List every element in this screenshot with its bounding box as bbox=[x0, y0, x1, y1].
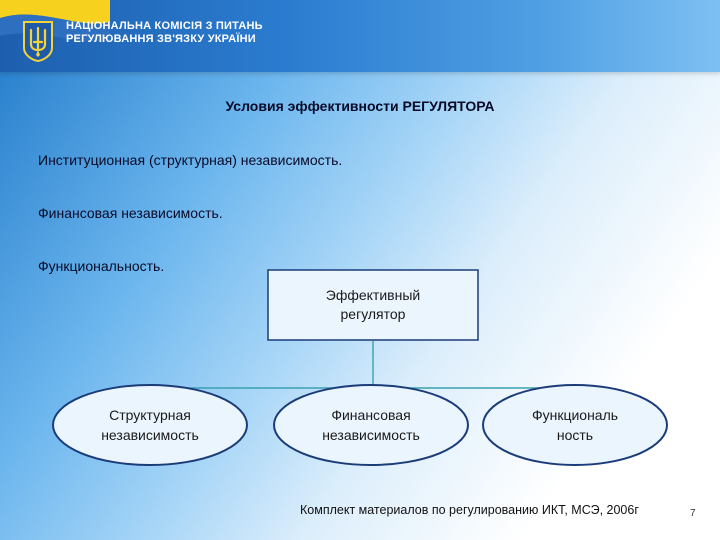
organization-name-line-2: РЕГУЛЮВАННЯ ЗВ'ЯЗКУ УКРАЇНИ bbox=[66, 33, 256, 45]
list-item-functionality: Функциональность. bbox=[38, 258, 165, 274]
footer-source-text: Комплект материалов по регулированию ИКТ, МСЭ, 2006г bbox=[300, 503, 639, 517]
child-node-functional-line-1: Функциональ bbox=[531, 407, 619, 423]
root-node-line-1: Эффективный bbox=[325, 287, 421, 303]
organization-name-line-1: НАЦІОНАЛЬНА КОМІСІЯ З ПИТАНЬ bbox=[66, 20, 263, 32]
child-node-financial-line-1: Финансовая bbox=[331, 407, 411, 423]
root-node-label bbox=[268, 276, 478, 334]
child-node-financial-line-2: независимость bbox=[322, 427, 420, 443]
list-item-institutional-independence: Институционная (структурная) независимость. bbox=[38, 152, 343, 168]
page-number: 7 bbox=[690, 508, 696, 519]
child-node-structural-line-1: Структурная bbox=[109, 407, 191, 423]
child-node-functional-label bbox=[482, 382, 668, 468]
child-node-financial-label bbox=[278, 382, 464, 468]
list-item-financial-independence: Финансовая независимость. bbox=[38, 205, 223, 221]
root-node-line-2: регулятор bbox=[340, 306, 406, 322]
child-node-structural-line-2: независимость bbox=[101, 427, 199, 443]
child-node-functional-line-2: ность bbox=[556, 427, 594, 443]
slide-title: Условия эффективности РЕГУЛЯТОРА bbox=[225, 98, 495, 114]
child-node-structural-label bbox=[57, 382, 243, 468]
